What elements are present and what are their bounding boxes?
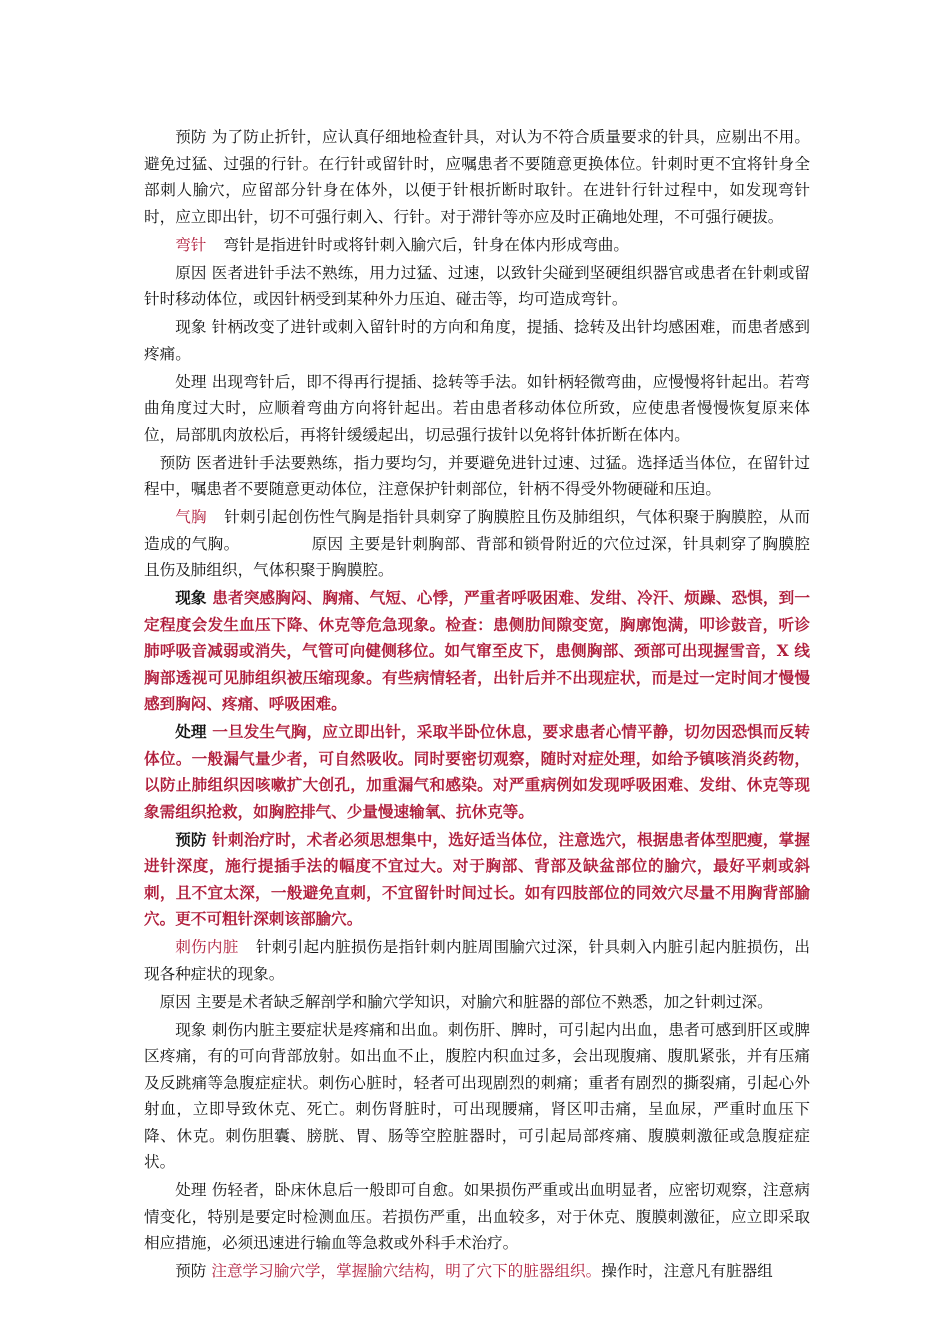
paragraph-prevention xyxy=(144,827,810,933)
section-definition: 针刺引起创伤性气胸是指针具刺穿了胸膜腔且伤及肺组织，气体积聚于胸膜腔，从而造成的气胸。 xyxy=(144,508,810,553)
paragraph-treatment xyxy=(144,369,810,449)
section-bent-needle xyxy=(144,232,810,259)
section-heading: 刺伤内脏 xyxy=(175,938,239,956)
paragraph-text-highlight: 注意学习腧穴学，掌握腧穴结构，明了穴下的脏器组织。 xyxy=(211,1262,602,1280)
paragraph-treatment xyxy=(144,1177,810,1257)
paragraph-prevention xyxy=(144,450,810,503)
paragraph-text: 患者突感胸闷、胸痛、气短、心悸，严重者呼吸困难、发绀、冷汗、烦躁、恐惧，到一定程度会发生血压下降、休克等危急现象。检查：患侧肋间隙变宽，胸廓饱满，叩诊鼓音，听诊肺呼吸音减弱或消失，气管可向健侧移位。如气窜至皮下，患侧胸部、颈部可出现握雪音，X 线胸部透视可见肺组织被压缩现象。有些病情轻者，出针后并不出现症状，而是过一定时间才慢慢感到胸闷、疼痛、呼吸困难。 xyxy=(144,588,810,713)
paragraph-text: 操作时，注意凡有脏器组 xyxy=(601,1262,773,1280)
label-symptom: 现象 xyxy=(175,1020,207,1039)
paragraph-text: 伤轻者，卧床休息后一般即可自愈。如果损伤严重或出血明显者，应密切观察，注意病情变化，特别是要定时检测血压。若损伤严重，出血较多，对于休克、腹膜刺激征，应立即采取相应措施，必须迅速进行输血等急救或外科手术治疗。 xyxy=(144,1181,810,1252)
section-heading: 气胸 xyxy=(175,508,207,526)
paragraph-text: 针柄改变了进针或刺入留针时的方向和角度，提插、捻转及出针均感困难，而患者感到疼痛。 xyxy=(144,318,810,363)
label-cause: 原因 xyxy=(175,263,207,282)
label-prevention: 预防 xyxy=(175,829,207,849)
section-organ-injury xyxy=(144,934,810,987)
section-heading: 弯针 xyxy=(175,235,207,254)
paragraph-text: 医者进针手法要熟练，指力要均匀，并要避免进针过速、过猛。选择适当体位，在留针过程中，嘱患者不要随意更动体位，注意保护针刺部位，针柄不得受外物硬碰和压迫。 xyxy=(144,453,810,498)
section-pneumothorax xyxy=(144,504,810,584)
paragraph-symptom xyxy=(144,1017,810,1176)
label-symptom: 现象 xyxy=(175,588,207,607)
label-prevention: 预防 xyxy=(159,453,192,472)
paragraph-text: 医者进针手法不熟练，用力过猛、过速，以致针尖碰到坚硬组织器官或患者在针刺或留针时移动体位，或因针柄受到某种外力压迫、碰击等，均可造成弯针。 xyxy=(144,263,810,308)
label-treatment: 处理 xyxy=(175,722,207,741)
paragraph-text: 刺伤内脏主要症状是疼痛和出血。刺伤肝、脾时，可引起内出血，患者可感到肝区或脾区疼痛，有的可向背部放射。如出血不止，腹腔内积血过多，会出现腹痛、腹肌紧张，并有压痛及反跳痛等急腹症症状。刺伤心脏时，轻者可出现剧烈的刺痛；重者有剧烈的撕裂痛，引起心外射血，立即导致休克、死亡。刺伤肾脏时，可出现腰痛，肾区叩击痛，呈血尿，严重时血压下降、休克。刺伤胆囊、膀胱、胃、肠等空腔脏器时，可引起局部疼痛、腹膜刺激征或急腹症症状。 xyxy=(144,1020,810,1171)
paragraph-text: 一旦发生气胸，应立即出针，采取半卧位休息，要求患者心情平静，切勿因恐惧而反转体位。一般漏气量少者，可自然吸收。同时要密切观察，随时对症处理，如给予镇咳消炎药物，以防止肺组织因咳嗽扩大创孔，加重漏气和感染。对严重病例如发现呼吸困难、发绀、休克等现象需组织抢救，如胸腔排气、少量慢速输氧、抗休克等。 xyxy=(144,722,810,821)
section-definition: 弯针是指进针时或将针刺入腧穴后，针身在体内形成弯曲。 xyxy=(223,235,629,254)
paragraph-symptom xyxy=(144,585,810,718)
paragraph-prevention xyxy=(144,1258,810,1285)
paragraph-symptom xyxy=(144,314,810,367)
paragraph-cause xyxy=(144,260,810,313)
label-cause: 原因 xyxy=(159,992,191,1011)
paragraph-text: 主要是术者缺乏解剖学和腧穴学知识，对腧穴和脏器的部位不熟悉，加之针刺过深。 xyxy=(195,992,773,1011)
paragraph-text: 主要是针刺胸部、背部和锁骨附近的穴位过深，针具刺穿了胸膜腔且伤及肺组织，气体积聚于胸膜腔。 xyxy=(144,534,810,579)
label-prevention: 预防 xyxy=(175,128,207,146)
paragraph-treatment xyxy=(144,719,810,825)
paragraph-cause xyxy=(144,989,810,1016)
paragraph-text: 针刺治疗时，术者必须思想集中，选好适当体位，注意选穴，根据患者体型肥瘦，掌握进针深度，施行提插手法的幅度不宜过大。对于胸部、背部及缺盆部位的腧穴，最好平刺或斜刺，且不宜太深，一般避免直刺，不宜留针时间过长。如有四肢部位的同效穴尽量不用胸背部腧穴。更不可粗针深刺该部腧穴。 xyxy=(144,829,810,928)
paragraph-prevention-breakage xyxy=(144,124,810,230)
section-definition: 针刺引起内脏损伤是指针刺内脏周围腧穴过深，针具刺入内脏引起内脏损伤，出现各种症状的现象。 xyxy=(144,938,810,983)
label-treatment: 处理 xyxy=(175,372,207,391)
label-symptom: 现象 xyxy=(175,318,207,336)
label-treatment: 处理 xyxy=(175,1181,207,1199)
paragraph-text: 出现弯针后，即不得再行提插、捻转等手法。如针柄轻微弯曲，应慢慢将针起出。若弯曲角度过大时，应顺着弯曲方向将针起出。若由患者移动体位所致，应使患者慢慢恢复原来体位，局部肌肉放松后，再将针缓缓起出，切忌强行拔针以免将针体折断在体内。 xyxy=(144,372,810,444)
paragraph-text: 为了防止折针，应认真仔细地检查针具，对认为不符合质量要求的针具，应剔出不用。避免过猛、过强的行针。在行针或留针时，应嘱患者不要随意更换体位。针刺时更不宜将针身全部刺人腧穴，应留部分针身在体外，以便于针根折断时取针。在进针行针过程中，如发现弯针时，应立即出针，切不可强行刺入、行针。对于滞针等亦应及时正确地处理，不可强行硬拔。 xyxy=(144,128,810,226)
label-cause: 原因 xyxy=(311,534,344,553)
label-prevention: 预防 xyxy=(175,1262,207,1280)
